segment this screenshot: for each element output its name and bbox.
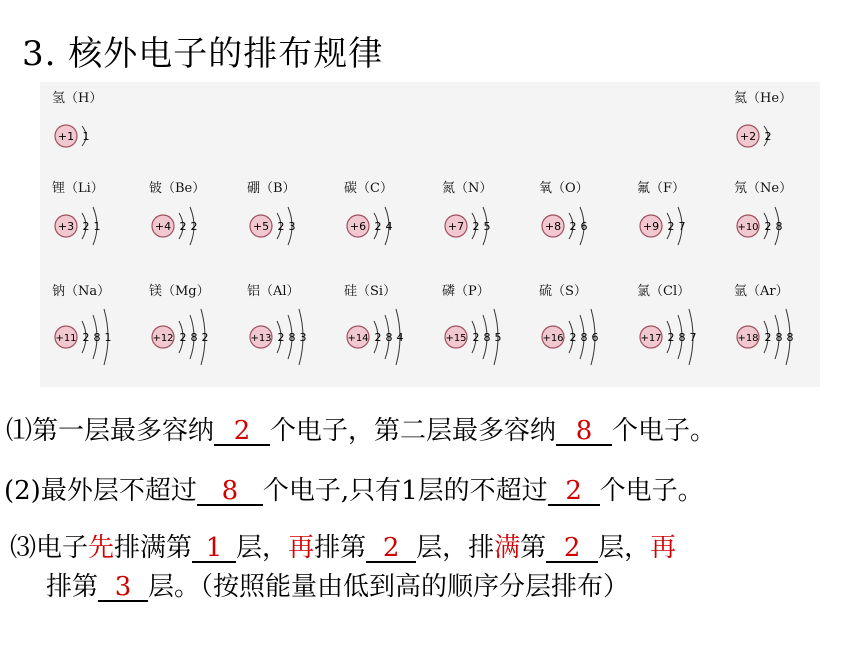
shell-electron-count: 8 — [786, 331, 794, 344]
atom-neon — [722, 177, 822, 257]
q3-emphasis-first: 先 — [88, 533, 115, 563]
section-title: 3. 核外电子的排布规律 — [22, 34, 384, 74]
q2-blank-2: 2 — [548, 478, 600, 506]
shell-electron-count: 4 — [385, 220, 393, 233]
shell-electron-count: 5 — [483, 220, 491, 233]
shell-electron-count: 8 — [678, 331, 686, 344]
shell-electron-count: 2 — [179, 220, 187, 233]
q3-emphasis-then-2: 再 — [650, 533, 677, 563]
shell-electron-count: 2 — [667, 331, 675, 344]
atom-structure-diagram — [722, 195, 822, 257]
q3-emphasis-then: 再 — [288, 533, 315, 563]
shell-electron-count: 7 — [678, 220, 686, 233]
q2-text-3: 个电子。 — [599, 476, 704, 506]
q2-blank-1: 8 — [197, 478, 263, 506]
shell-electron-count: 2 — [374, 331, 382, 344]
nucleus-charge: +17 — [640, 333, 662, 344]
q1-blank-1: 2 — [214, 418, 270, 446]
atom-structure-diagram — [332, 195, 432, 257]
shell-electron-count: 6 — [591, 331, 599, 344]
q2-text-1: (2)最外层不超过 — [4, 476, 197, 506]
nucleus-charge: +2 — [739, 130, 757, 143]
atom-sodium — [40, 280, 140, 360]
shell-electron-count: 2 — [82, 220, 90, 233]
shell-electron-count: 2 — [764, 331, 772, 344]
q1-text-3: 个电子。 — [612, 416, 717, 446]
atom-magnesium — [137, 280, 237, 360]
atom-structure-diagram — [527, 298, 627, 360]
shell-electron-count: 8 — [580, 331, 588, 344]
nucleus-charge: +8 — [544, 220, 562, 233]
element-name: 镁（Mg） — [149, 284, 210, 299]
element-name: 磷（P） — [442, 284, 490, 299]
nucleus-charge: +5 — [252, 220, 270, 233]
nucleus-charge: +4 — [154, 220, 172, 233]
atom-argon — [722, 280, 822, 360]
atom-hydrogen — [40, 87, 140, 167]
element-name: 氦（He） — [734, 91, 793, 106]
q3-text-7: 层， — [598, 533, 651, 563]
atom-silicon — [332, 280, 432, 360]
atom-structure-diagram — [527, 195, 627, 257]
element-name: 铍（Be） — [149, 181, 206, 196]
q3-text-1: ⑶电子 — [10, 533, 89, 563]
atom-fluorine — [625, 177, 725, 257]
q1-text-2: 个电子，第二层最多容纳 — [270, 416, 557, 446]
element-name: 氩（Ar） — [734, 284, 789, 299]
shell-electron-count: 5 — [494, 331, 502, 344]
atom-structure-diagram — [722, 298, 822, 360]
shell-electron-count: 1 — [104, 331, 112, 344]
atom-structure-diagram — [332, 298, 432, 360]
electron-shell-diagram — [40, 82, 820, 387]
question-1 — [6, 410, 716, 447]
element-name: 氯（Cl） — [637, 284, 691, 299]
nucleus-charge: +6 — [349, 220, 367, 233]
nucleus-charge: +7 — [447, 220, 465, 233]
q3-blank-2: 2 — [366, 535, 416, 563]
q3-text-3: 层， — [236, 533, 289, 563]
shell-electron-count: 2 — [179, 331, 187, 344]
atom-structure-diagram — [625, 195, 725, 257]
shell-electron-count: 6 — [580, 220, 588, 233]
q2-text-2: 个电子,只有1层的不超过 — [262, 476, 548, 506]
nucleus-charge: +1 — [57, 130, 75, 143]
q1-text-1: ⑴第一层最多容纳 — [6, 416, 215, 446]
element-name: 氢（H） — [52, 91, 103, 106]
shell-electron-count: 8 — [288, 331, 296, 344]
shell-electron-count: 2 — [201, 331, 209, 344]
nucleus-charge: +11 — [55, 333, 77, 344]
nucleus-charge: +16 — [542, 333, 564, 344]
nucleus-charge: +15 — [445, 333, 467, 344]
nucleus-charge: +14 — [347, 333, 369, 344]
shell-electron-count: 2 — [190, 220, 198, 233]
shell-electron-count: 2 — [472, 331, 480, 344]
question-3 — [10, 527, 676, 564]
shell-electron-count: 8 — [385, 331, 393, 344]
shell-electron-count: 8 — [775, 220, 783, 233]
atom-structure-diagram — [430, 298, 530, 360]
shell-electron-count: 3 — [288, 220, 296, 233]
atom-structure-diagram — [235, 195, 335, 257]
shell-electron-count: 8 — [190, 331, 198, 344]
atom-structure-diagram — [137, 195, 237, 257]
shell-electron-count: 1 — [82, 130, 90, 143]
element-name: 硼（B） — [247, 181, 296, 196]
element-name: 氧（O） — [539, 181, 589, 196]
shell-electron-count: 2 — [667, 220, 675, 233]
shell-electron-count: 2 — [277, 220, 285, 233]
shell-electron-count: 4 — [396, 331, 404, 344]
q3-blank-4: 3 — [98, 574, 148, 602]
q3-line2-text-2: 层。（按照能量由低到高的顺序分层排布） — [148, 572, 630, 602]
nucleus-charge: +3 — [57, 220, 75, 233]
atom-structure-diagram — [722, 105, 822, 167]
atom-chlorine — [625, 280, 725, 360]
atom-structure-diagram — [430, 195, 530, 257]
shell-electron-count: 1 — [93, 220, 101, 233]
q3-emphasis-full: 满 — [494, 533, 521, 563]
element-name: 氟（F） — [637, 181, 686, 196]
shell-electron-count: 2 — [764, 130, 772, 143]
q3-text-2: 排满第 — [114, 533, 193, 563]
q1-blank-2: 8 — [556, 418, 612, 446]
element-name: 铝（Al） — [247, 284, 300, 299]
q3-line2-text-1: 排第 — [46, 572, 99, 602]
shell-electron-count: 2 — [82, 331, 90, 344]
atom-structure-diagram — [40, 195, 140, 257]
question-2 — [4, 470, 704, 507]
atom-lithium — [40, 177, 140, 257]
shell-electron-count: 8 — [93, 331, 101, 344]
atom-structure-diagram — [235, 298, 335, 360]
shell-electron-count: 2 — [277, 331, 285, 344]
element-name: 硅（Si） — [344, 284, 397, 299]
nucleus-charge: +12 — [152, 333, 174, 344]
atom-structure-diagram — [625, 298, 725, 360]
shell-electron-count: 2 — [569, 331, 577, 344]
nucleus-charge: +18 — [737, 333, 759, 344]
shell-electron-count: 2 — [472, 220, 480, 233]
shell-electron-count: 3 — [299, 331, 307, 344]
atom-structure-diagram — [137, 298, 237, 360]
shell-electron-count: 8 — [775, 331, 783, 344]
q3-blank-1: 1 — [192, 535, 236, 563]
element-name: 氖（Ne） — [734, 181, 793, 196]
atom-structure-diagram — [40, 298, 140, 360]
element-name: 氮（N） — [442, 181, 493, 196]
atom-phosphorus — [430, 280, 530, 360]
element-name: 硫（S） — [539, 284, 587, 299]
q3-blank-3: 2 — [546, 535, 598, 563]
shell-electron-count: 7 — [689, 331, 697, 344]
question-3-line-2 — [46, 566, 629, 603]
atom-nitrogen — [430, 177, 530, 257]
atom-beryllium — [137, 177, 237, 257]
nucleus-charge: +13 — [250, 333, 272, 344]
atom-aluminum — [235, 280, 335, 360]
q3-text-6: 第 — [520, 533, 547, 563]
q3-text-5: 层，排 — [416, 533, 495, 563]
atom-helium — [722, 87, 822, 167]
element-name: 钠（Na） — [52, 284, 111, 299]
atom-oxygen — [527, 177, 627, 257]
shell-electron-count: 8 — [483, 331, 491, 344]
q3-text-4: 排第 — [314, 533, 367, 563]
atom-carbon — [332, 177, 432, 257]
element-name: 碳（C） — [344, 181, 393, 196]
atom-structure-diagram — [40, 105, 140, 167]
element-name: 锂（Li） — [52, 181, 104, 196]
atom-boron — [235, 177, 335, 257]
shell-electron-count: 2 — [569, 220, 577, 233]
nucleus-charge: +9 — [642, 220, 660, 233]
shell-electron-count: 2 — [764, 220, 772, 233]
shell-electron-count: 2 — [374, 220, 382, 233]
nucleus-charge: +10 — [737, 222, 759, 233]
atom-sulfur — [527, 280, 627, 360]
